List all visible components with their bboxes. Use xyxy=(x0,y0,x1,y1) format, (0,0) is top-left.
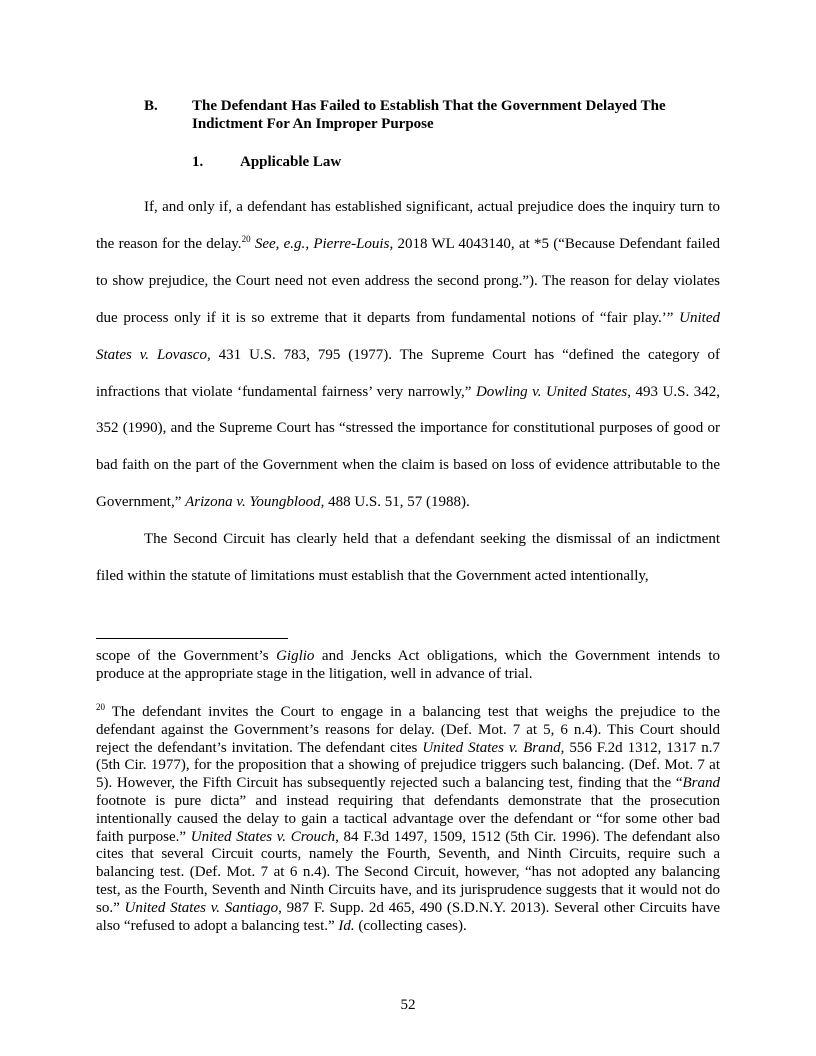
paragraph-2: The Second Circuit has clearly held that a defendant seeking the dismissal of an indictment filed within the statute of limitations must establish that the Government acted intentionally, xyxy=(96,531,720,585)
case-citation: United States v. Lovasco xyxy=(96,309,720,363)
case-citation: Dowling v. United States xyxy=(475,383,628,400)
footnote-separator xyxy=(96,638,288,639)
body-text xyxy=(96,189,720,595)
subsection-number: 1. xyxy=(192,154,204,170)
footnote-ref-20[interactable]: 20 xyxy=(241,233,251,244)
section-letter: B. xyxy=(144,98,158,114)
footnote-continued: scope of the Government’s Giglio and Jencks Act obligations, which the Government intends to produce at the appropriate stage in the litigation, well in advance of trial. xyxy=(96,648,720,682)
case-citation: Arizona v. Youngblood xyxy=(185,494,321,511)
footnote-marker: 20 xyxy=(96,702,105,712)
subsection-title: Applicable Law xyxy=(240,154,342,170)
footnote-20: $^{20}$ The defendant invites the Court to engage in a balancing test that weighs the prejudice to the defendant against the Government’s reasons for delay. (Def. Mot. 7 at 5, 6 n.4). This Court should reject the defendant’s invitation. The defendant cites United States v. Brand, 556 F.2d 1312, 1317 n.7 (5th Cir. 1977), for the proposition that a showing of prejudice triggers such balancing. (Def. Mot. 7 at 5). However, the Fifth Circuit has subsequently rejected such a balancing test, finding that the “Brand footnote is pure dicta” and instead requiring that defendants demonstrate that the prosecution intentionally caused the delay to gain a tactical advantage over the defendant or “for some other bad faith purpose.” United States v. Crouch, 84 F.3d 1497, 1509, 1512 (5th Cir. 1996). The defendant also cites that several Circuit courts, namely the Fourth, Seventh, and Ninth Circuits, require such a balancing test. (Def. Mot. 7 at 6 n.4). The Second Circuit, however, “has not adopted any balancing test, as the Fourth, Seventh and Ninth Circuits have, and its jurisprudence suggests that it would not do so.” United States v. Santiago, 987 F. Supp. 2d 465, 490 (S.D.N.Y. 2013). Several other Circuits have also “refused to adopt a balancing test.” Id. (collecting cases). xyxy=(96,702,721,934)
section-title: The Defendant Has Failed to Establish That the Government Delayed The Indictment For An Improper Purpose xyxy=(192,98,666,132)
paragraph-1: If, and only if, a defendant has established significant, actual prejudice does the inquiry turn to the reason for the delay.$^{20}$ See, e.g., Pierre-Louis, 2018 WL 4043140, at *5 (“Because Defendant failed to show prejudice, the Court need not even address the second prong.”). The reason for delay violates due process only if it is so extreme that it departs from fundamental notions of “fair play.’” United States v. Lovasco, 431 U.S. 783, 795 (1977). The Supreme Court has “defined the category of infractions that violate ‘fundamental fairness’ very narrowly,” Dowling v. United States, 493 U.S. 342, 352 (1990), and the Supreme Court has “stressed the importance for constitutional purposes of good or bad faith on the part of the Government when the claim is based on loss of evidence attributable to the Government,” Arizona v. Youngblood, 488 U.S. 51, 57 (1988). xyxy=(96,199,721,511)
page-number: 52 xyxy=(400,997,416,1013)
